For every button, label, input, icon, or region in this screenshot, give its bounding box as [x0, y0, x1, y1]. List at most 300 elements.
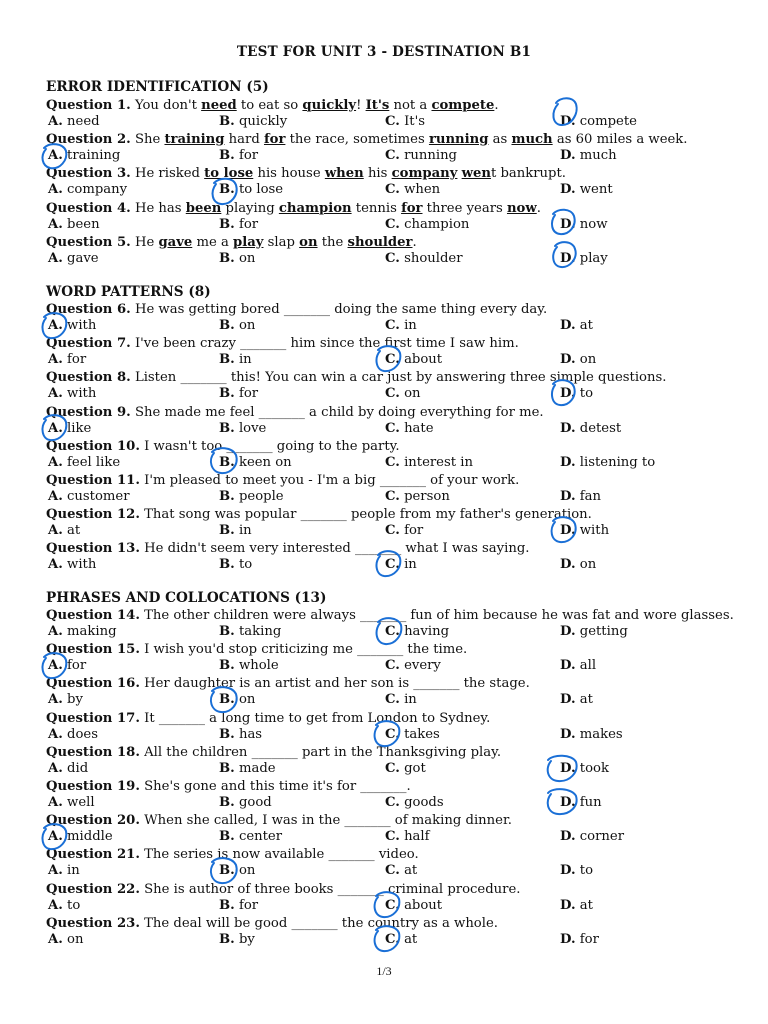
- option-text: at: [579, 692, 593, 708]
- option-text: to: [238, 557, 253, 573]
- option-letter: B.: [219, 216, 235, 232]
- answer-option[interactable]: [560, 421, 621, 436]
- answer-option[interactable]: [385, 761, 426, 776]
- question-label: Question 4.: [46, 200, 131, 216]
- option-letter: A.: [48, 931, 63, 947]
- question-stem: [46, 846, 746, 863]
- answer-option[interactable]: [219, 829, 282, 844]
- option-letter: C.: [385, 420, 400, 436]
- option-text: person: [404, 489, 450, 504]
- option-text: went: [579, 182, 613, 198]
- option-text: at: [579, 897, 593, 913]
- option-text: about: [404, 352, 443, 368]
- option-text: It's: [404, 114, 425, 129]
- underlined-word: for: [263, 132, 286, 148]
- option-letter: B.: [219, 386, 235, 402]
- option-letter: C.: [385, 114, 400, 129]
- answer-option[interactable]: [219, 898, 258, 913]
- option-text: when: [404, 182, 441, 198]
- question-stem: [46, 710, 746, 727]
- page-title: TEST FOR UNIT 3 - DESTINATION B1: [236, 44, 532, 60]
- stem-text: .: [412, 234, 417, 250]
- option-text: did: [67, 760, 89, 776]
- question-label: Question 20.: [46, 813, 140, 829]
- option-letter: B.: [219, 523, 235, 539]
- question-label: Question 12.: [46, 507, 140, 523]
- option-text: customer: [67, 489, 130, 504]
- answer-option[interactable]: [385, 523, 423, 538]
- option-text: by: [238, 931, 255, 947]
- question-text: That song was popular _______ people from my father's generation.: [144, 507, 592, 523]
- option-text: feel like: [67, 454, 121, 470]
- option-text: much: [579, 148, 617, 164]
- answer-option[interactable]: [385, 727, 440, 742]
- option-letter: A.: [48, 726, 63, 742]
- answer-option[interactable]: [560, 352, 596, 367]
- option-text: on: [238, 318, 256, 333]
- option-text: with: [67, 318, 97, 333]
- option-letter: A.: [48, 624, 63, 639]
- underlined-word: shoulder: [347, 234, 413, 250]
- option-text: training: [67, 148, 121, 164]
- stem-text: as: [488, 132, 512, 148]
- option-text: in: [404, 692, 417, 708]
- question-text: She made me feel _______ a child by doing everything for me.: [134, 404, 544, 420]
- option-text: champion: [404, 216, 470, 232]
- answer-option[interactable]: [385, 692, 417, 707]
- underlined-word: quickly: [302, 98, 357, 113]
- answer-option[interactable]: [219, 863, 255, 878]
- answer-option[interactable]: [48, 182, 127, 197]
- option-letter: A.: [48, 523, 63, 539]
- option-letter: B.: [219, 352, 235, 368]
- stem-text: She: [134, 132, 165, 148]
- option-text: to lose: [238, 182, 284, 198]
- stem-text: his house: [253, 166, 325, 182]
- option-text: at: [579, 318, 593, 333]
- answer-option[interactable]: [560, 727, 623, 742]
- option-letter: D.: [560, 386, 576, 402]
- option-text: for: [238, 386, 259, 402]
- question-label: Question 11.: [46, 473, 140, 488]
- answer-option[interactable]: [385, 217, 469, 232]
- answer-option[interactable]: [219, 148, 258, 163]
- option-letter: D.: [560, 863, 576, 879]
- answer-option[interactable]: [385, 455, 473, 470]
- answer-option[interactable]: [48, 863, 80, 878]
- question-stem: [46, 200, 746, 217]
- question-label: Question 2.: [46, 132, 131, 148]
- answer-option[interactable]: [385, 148, 457, 163]
- answer-option[interactable]: [560, 761, 609, 776]
- answer-option[interactable]: [560, 624, 628, 639]
- answer-option[interactable]: [219, 318, 255, 333]
- option-letter: C.: [385, 931, 400, 947]
- option-text: makes: [579, 726, 623, 742]
- option-letter: C.: [385, 897, 400, 913]
- answer-option[interactable]: [385, 421, 434, 436]
- option-letter: A.: [48, 114, 63, 129]
- option-text: taking: [238, 624, 282, 639]
- question-label: Question 18.: [46, 744, 140, 760]
- option-letter: B.: [219, 420, 235, 436]
- option-letter: B.: [219, 182, 235, 198]
- option-letter: A.: [48, 658, 63, 674]
- underlined-word: been: [185, 200, 222, 216]
- answer-option[interactable]: [48, 421, 91, 436]
- option-letter: A.: [48, 897, 63, 913]
- question-text: When she called, I was in the _______ of making dinner.: [144, 813, 512, 829]
- answer-option[interactable]: [219, 795, 272, 810]
- question-text: Her daughter is an artist and her son is _______ the stage.: [144, 676, 530, 692]
- option-letter: C.: [385, 352, 400, 368]
- option-text: need: [67, 114, 100, 129]
- option-letter: D.: [560, 931, 576, 947]
- option-letter: C.: [385, 863, 400, 879]
- answer-option[interactable]: [560, 114, 637, 129]
- answer-option[interactable]: [385, 352, 442, 367]
- answer-option[interactable]: [385, 557, 417, 572]
- option-letter: B.: [219, 114, 235, 129]
- option-text: for: [67, 658, 87, 674]
- option-letter: B.: [219, 931, 235, 947]
- section-heading: WORD PATTERNS (8): [46, 284, 211, 300]
- answer-option[interactable]: [219, 761, 276, 776]
- option-text: took: [579, 760, 609, 776]
- option-letter: D.: [560, 795, 576, 810]
- option-letter: D.: [560, 352, 576, 368]
- question-label: Question 3.: [46, 166, 131, 182]
- answer-option[interactable]: [48, 624, 117, 639]
- option-letter: D.: [560, 489, 576, 504]
- answer-option[interactable]: [219, 523, 252, 538]
- answer-option[interactable]: [385, 318, 417, 333]
- option-letter: A.: [48, 182, 63, 198]
- question-stem: [46, 607, 746, 624]
- answer-option[interactable]: [385, 898, 442, 913]
- answer-option[interactable]: [560, 217, 608, 232]
- underlined-word: play: [233, 234, 264, 250]
- answer-option[interactable]: [385, 795, 444, 810]
- option-text: interest in: [404, 454, 473, 470]
- answer-option[interactable]: [48, 148, 120, 163]
- stem-text: He: [134, 234, 159, 250]
- option-text: shoulder: [404, 250, 463, 266]
- option-text: like: [67, 420, 92, 436]
- option-letter: D.: [560, 250, 576, 266]
- option-text: on: [67, 931, 84, 947]
- answer-option[interactable]: [48, 761, 88, 776]
- answer-option[interactable]: [560, 182, 613, 197]
- question-label: Question 8.: [46, 370, 131, 386]
- underlined-word: training: [164, 132, 225, 148]
- option-text: now: [579, 216, 608, 232]
- answer-option[interactable]: [560, 863, 593, 878]
- answer-option[interactable]: [48, 727, 98, 742]
- stem-text: not a: [389, 98, 432, 113]
- answer-option[interactable]: [219, 692, 255, 707]
- underlined-word: company: [391, 166, 458, 182]
- option-letter: D.: [560, 420, 576, 436]
- option-letter: A.: [48, 760, 63, 776]
- option-text: with: [67, 557, 97, 573]
- option-text: for: [67, 352, 87, 368]
- option-letter: C.: [385, 557, 400, 573]
- option-letter: D.: [560, 760, 576, 776]
- option-letter: A.: [48, 489, 63, 504]
- answer-option[interactable]: [48, 658, 86, 673]
- answer-option[interactable]: [219, 658, 279, 673]
- option-letter: C.: [385, 250, 400, 266]
- answer-option[interactable]: [48, 455, 120, 470]
- stem-text: .: [536, 200, 541, 216]
- answer-option[interactable]: [560, 455, 655, 470]
- stem-text: slap: [263, 234, 300, 250]
- answer-option[interactable]: [48, 523, 80, 538]
- option-letter: A.: [48, 863, 63, 879]
- question-text: The other children were always _______ fun of him because he was fat and wore glasses.: [144, 608, 734, 623]
- answer-option[interactable]: [385, 624, 449, 639]
- answer-option[interactable]: [560, 386, 593, 401]
- answer-option[interactable]: [219, 557, 252, 572]
- answer-option[interactable]: [48, 557, 96, 572]
- underlined-word: wen: [461, 166, 491, 182]
- question-stem: [46, 675, 746, 692]
- option-text: has: [238, 726, 263, 742]
- option-text: to: [579, 863, 594, 879]
- option-text: play: [579, 250, 608, 266]
- option-letter: C.: [385, 148, 400, 164]
- option-letter: D.: [560, 523, 576, 539]
- option-text: all: [579, 658, 597, 674]
- option-letter: A.: [48, 420, 63, 436]
- question-stem: [46, 506, 746, 523]
- option-text: people: [238, 489, 284, 504]
- stem-text: playing: [221, 200, 279, 216]
- option-text: in: [67, 863, 80, 879]
- option-letter: A.: [48, 795, 63, 810]
- answer-option[interactable]: [48, 386, 96, 401]
- question-label: Question 14.: [46, 608, 140, 623]
- answer-option[interactable]: [560, 148, 617, 163]
- question-stem: [46, 744, 746, 761]
- stem-text: hard: [224, 132, 264, 148]
- option-text: in: [404, 318, 417, 333]
- question-stem: [46, 915, 746, 932]
- option-text: with: [579, 523, 610, 539]
- option-letter: D.: [560, 318, 576, 333]
- option-text: on: [238, 250, 256, 266]
- underlined-word: compete: [431, 98, 495, 113]
- answer-option[interactable]: [385, 863, 417, 878]
- option-letter: C.: [385, 795, 400, 810]
- option-text: to: [579, 386, 594, 402]
- answer-option[interactable]: [48, 898, 80, 913]
- answer-option[interactable]: [385, 932, 417, 947]
- answer-option[interactable]: [560, 251, 608, 266]
- question-label: Question 22.: [46, 881, 140, 897]
- question-stem: [46, 97, 746, 114]
- option-text: love: [238, 420, 267, 436]
- answer-option[interactable]: [219, 386, 258, 401]
- option-text: well: [67, 795, 95, 810]
- option-letter: A.: [48, 557, 63, 573]
- underlined-word: now: [506, 200, 537, 216]
- option-letter: A.: [48, 692, 63, 708]
- option-text: on: [404, 386, 421, 402]
- stem-text: He has: [134, 200, 186, 216]
- answer-option[interactable]: [219, 251, 255, 266]
- question-stem: [46, 369, 746, 386]
- underlined-word: much: [511, 132, 553, 148]
- question-text: She's gone and this time it's for _______.: [144, 779, 411, 794]
- question-text: I'm pleased to meet you - I'm a big _______ of your work.: [144, 473, 520, 488]
- option-letter: C.: [385, 386, 400, 402]
- stem-text: his: [363, 166, 392, 182]
- option-text: making: [67, 624, 117, 639]
- answer-option[interactable]: [560, 318, 593, 333]
- option-letter: D.: [560, 148, 576, 164]
- question-text: I wasn't too _______ going to the party.: [144, 438, 400, 454]
- underlined-word: gave: [158, 234, 193, 250]
- answer-option[interactable]: [48, 251, 99, 266]
- option-text: at: [404, 931, 418, 947]
- option-text: center: [238, 829, 283, 845]
- answer-option[interactable]: [560, 829, 624, 844]
- option-letter: B.: [219, 557, 235, 573]
- option-letter: C.: [385, 760, 400, 776]
- answer-option[interactable]: [385, 489, 450, 504]
- option-text: getting: [579, 624, 628, 639]
- question-text: He didn't seem very interested _______ what I was saying.: [144, 541, 530, 557]
- section-heading: PHRASES AND COLLOCATIONS (13): [46, 590, 327, 606]
- option-letter: C.: [385, 692, 400, 708]
- stem-text: three years: [422, 200, 507, 216]
- answer-option[interactable]: [219, 421, 266, 436]
- question-stem: [46, 540, 746, 557]
- stem-text: me a: [192, 234, 234, 250]
- question-label: Question 23.: [46, 915, 140, 931]
- answer-option[interactable]: [48, 114, 100, 129]
- option-text: takes: [404, 726, 440, 742]
- option-text: about: [404, 897, 443, 913]
- option-letter: D.: [560, 454, 576, 470]
- stem-text: .: [494, 98, 499, 113]
- question-stem: [46, 301, 746, 318]
- underlined-word: to lose: [204, 166, 254, 182]
- answer-option[interactable]: [560, 658, 596, 673]
- question-label: Question 17.: [46, 710, 140, 726]
- option-text: got: [404, 760, 426, 776]
- option-text: on: [579, 557, 597, 573]
- answer-option[interactable]: [560, 489, 601, 504]
- option-letter: D.: [560, 557, 576, 573]
- answer-option[interactable]: [48, 352, 86, 367]
- option-text: on: [579, 352, 597, 368]
- question-stem: [46, 472, 746, 489]
- option-letter: A.: [48, 454, 63, 470]
- answer-option[interactable]: [560, 898, 593, 913]
- option-letter: B.: [219, 726, 235, 742]
- question-stem: [46, 778, 746, 795]
- option-text: fan: [579, 489, 602, 504]
- option-letter: D.: [560, 829, 576, 845]
- option-letter: B.: [219, 658, 235, 674]
- page-number: 1/3: [376, 964, 392, 978]
- answer-option[interactable]: [560, 557, 596, 572]
- question-text: The series is now available _______ video.: [144, 847, 419, 863]
- answer-option[interactable]: [48, 318, 96, 333]
- option-letter: B.: [219, 897, 235, 913]
- answer-option[interactable]: [219, 489, 284, 504]
- option-text: for: [404, 523, 424, 539]
- answer-option[interactable]: [219, 182, 283, 197]
- section-heading: ERROR IDENTIFICATION (5): [46, 79, 269, 95]
- answer-option[interactable]: [560, 795, 602, 810]
- option-text: for: [238, 148, 259, 164]
- answer-option[interactable]: [385, 386, 421, 401]
- option-letter: C.: [385, 318, 400, 333]
- answer-option[interactable]: [219, 455, 292, 470]
- answer-option[interactable]: [48, 795, 95, 810]
- answer-option[interactable]: [48, 692, 83, 707]
- option-text: in: [238, 352, 252, 368]
- stem-text: t bankrupt.: [490, 166, 566, 182]
- answer-option[interactable]: [385, 829, 430, 844]
- option-letter: B.: [219, 318, 235, 333]
- stem-text: as 60 miles a week.: [552, 132, 688, 148]
- option-letter: B.: [219, 795, 235, 810]
- option-letter: B.: [219, 489, 235, 504]
- option-letter: B.: [219, 863, 235, 879]
- option-text: in: [238, 523, 252, 539]
- answer-option[interactable]: [48, 217, 100, 232]
- option-text: listening to: [579, 454, 656, 470]
- answer-option[interactable]: [219, 727, 262, 742]
- answer-option[interactable]: [48, 489, 130, 504]
- underlined-word: It's: [365, 98, 390, 113]
- option-text: to: [67, 897, 81, 913]
- option-text: on: [238, 692, 256, 708]
- answer-option[interactable]: [385, 182, 440, 197]
- answer-option[interactable]: [560, 523, 609, 538]
- answer-option[interactable]: [219, 114, 287, 129]
- answer-option[interactable]: [48, 829, 113, 844]
- answer-option[interactable]: [48, 932, 83, 947]
- question-text: He was getting bored _______ doing the same thing every day.: [134, 302, 548, 317]
- answer-option[interactable]: [560, 932, 599, 947]
- option-letter: A.: [48, 386, 63, 402]
- option-text: detest: [579, 420, 622, 436]
- option-text: made: [238, 760, 276, 776]
- answer-option[interactable]: [385, 114, 425, 129]
- question-stem: [46, 165, 746, 182]
- answer-option[interactable]: [219, 932, 255, 947]
- question-stem: [46, 881, 746, 898]
- answer-option[interactable]: [219, 217, 258, 232]
- answer-option[interactable]: [219, 352, 252, 367]
- question-label: Question 1.: [46, 98, 131, 113]
- question-label: Question 6.: [46, 302, 131, 317]
- answer-option[interactable]: [219, 624, 281, 639]
- answer-option[interactable]: [385, 251, 463, 266]
- option-text: goods: [404, 795, 444, 810]
- answer-option[interactable]: [385, 658, 441, 673]
- option-letter: B.: [219, 624, 235, 639]
- underlined-word: when: [324, 166, 364, 182]
- answer-option[interactable]: [560, 692, 593, 707]
- question-label: Question 21.: [46, 847, 140, 863]
